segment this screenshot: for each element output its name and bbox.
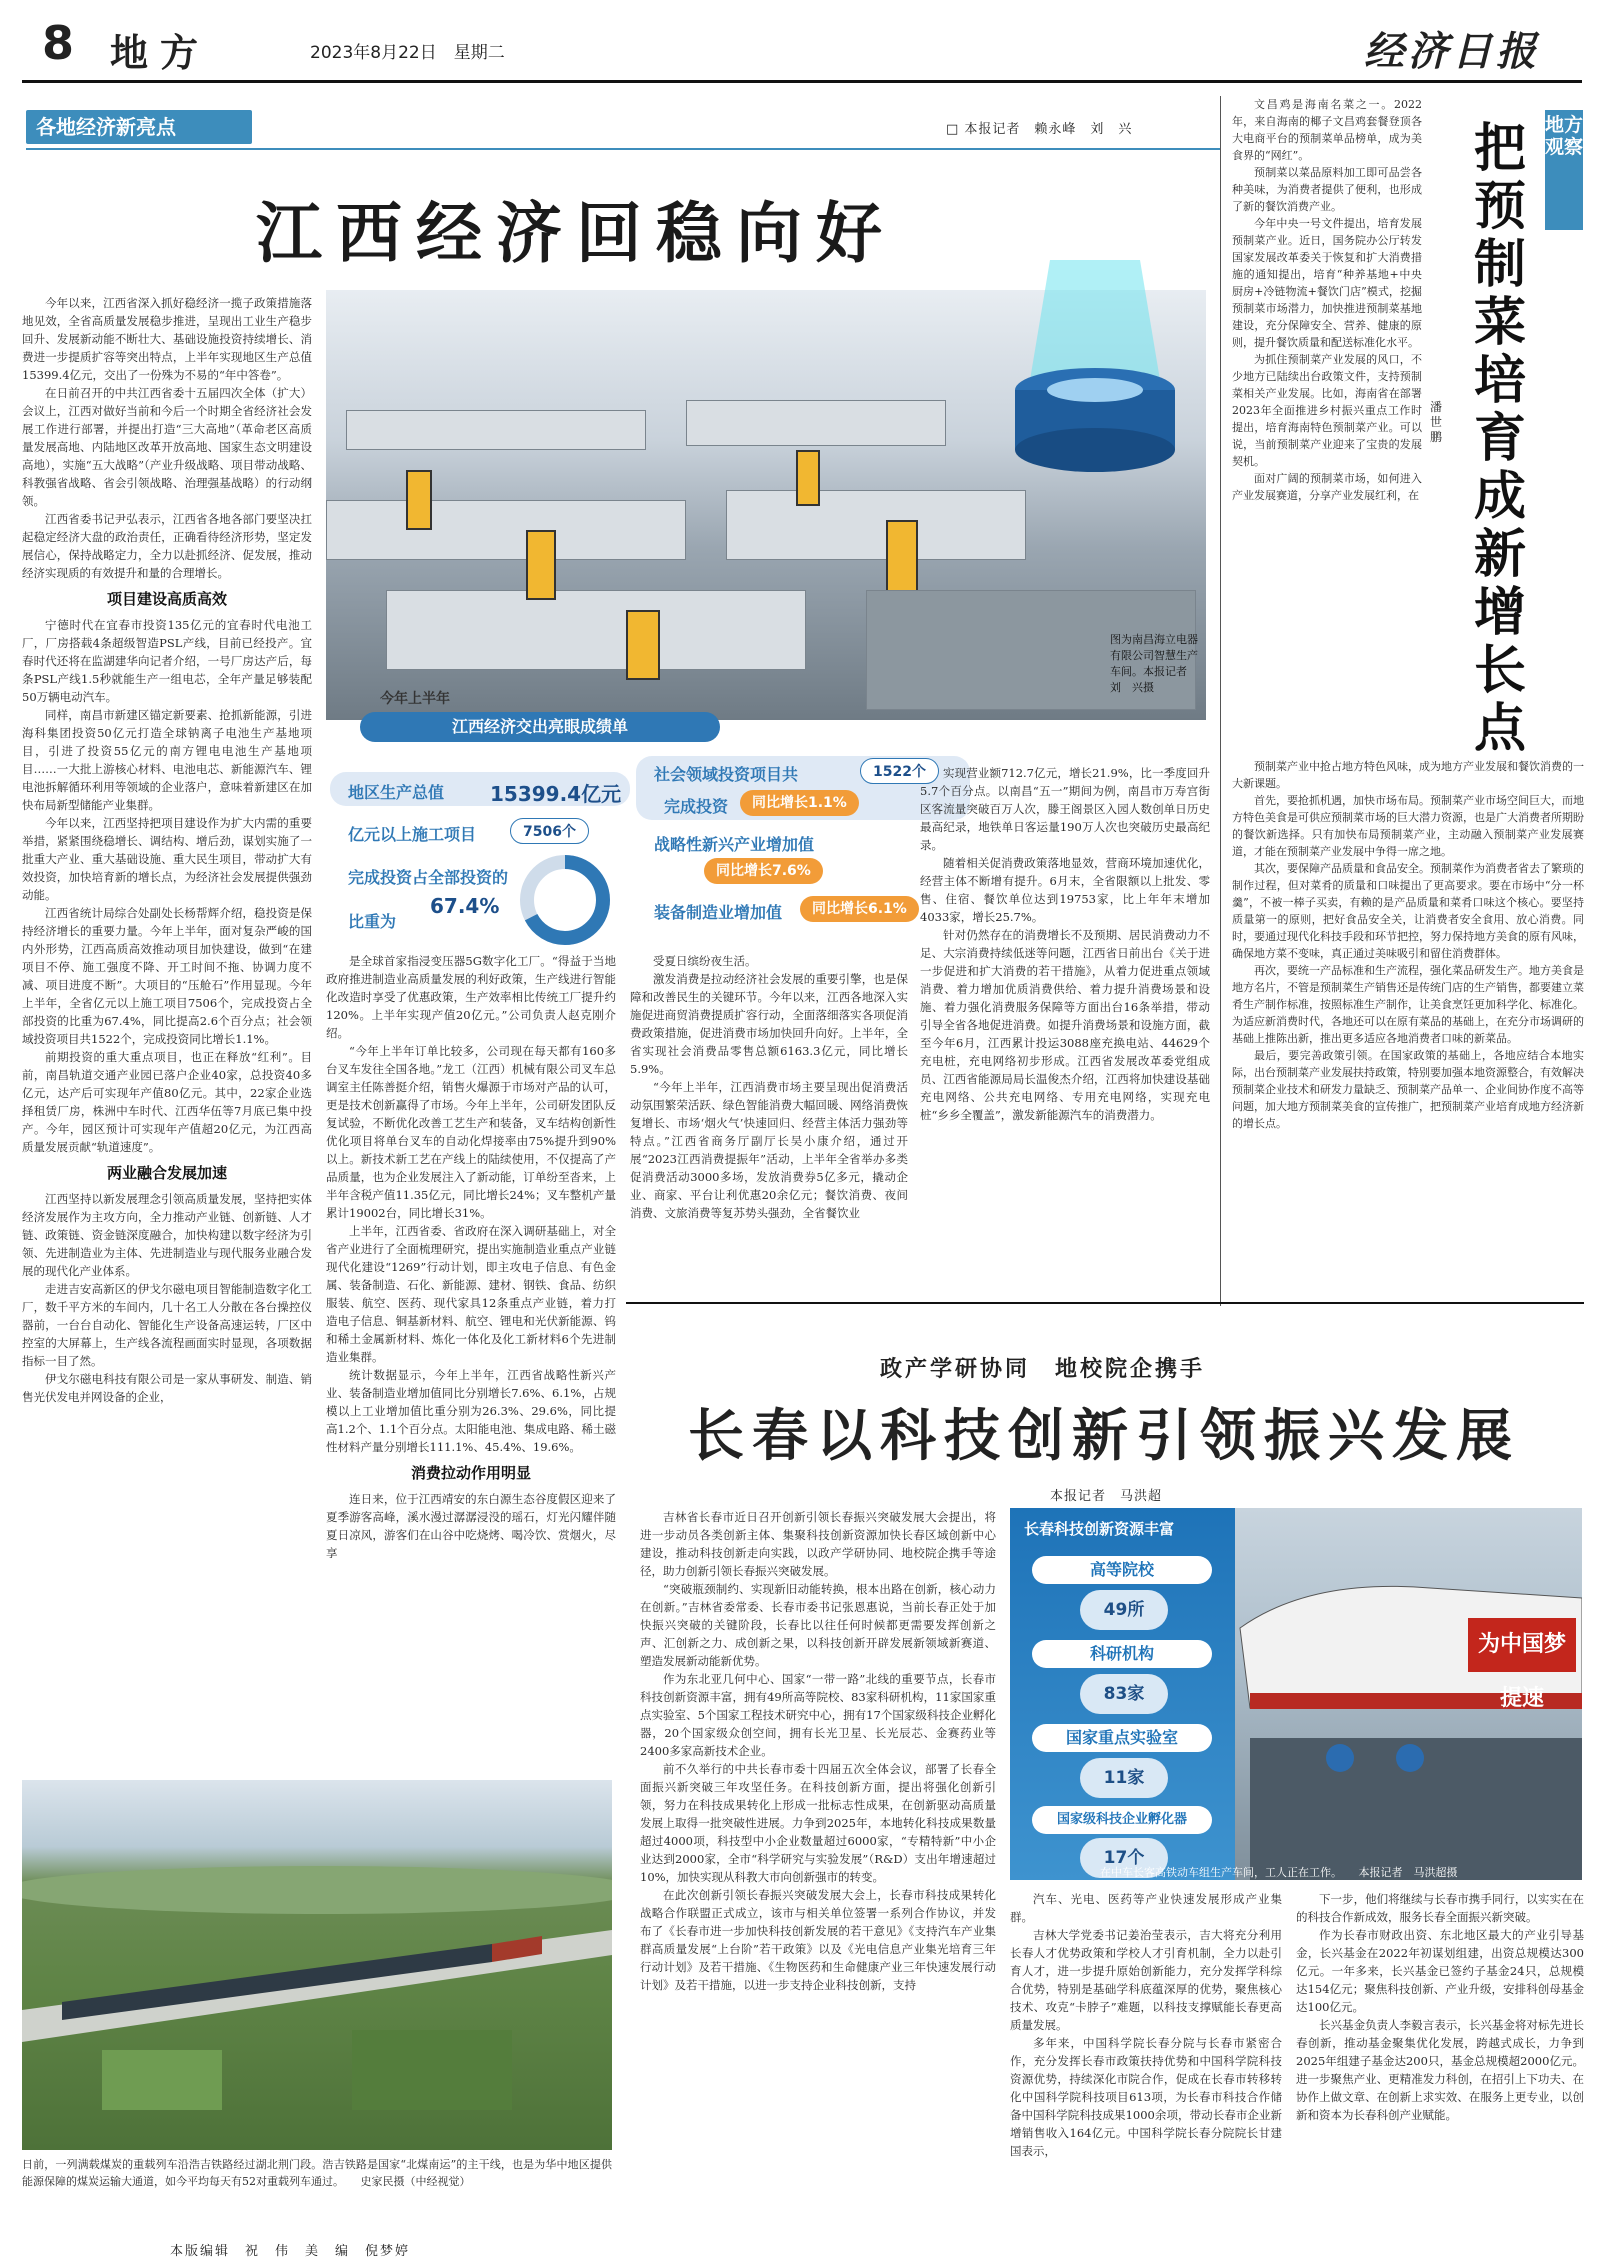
page-number: 8: [42, 16, 75, 70]
info-panel-title: 长春科技创新资源丰富: [1024, 1520, 1175, 1538]
changchun-kicker: 政产学研协同 地校院企携手: [880, 1357, 1206, 1382]
info-incubators-label: 国家级科技企业孵化器: [1032, 1806, 1212, 1834]
sidebar-tag: 地方观察: [1545, 110, 1583, 230]
sidebar-col-2: 预制菜产业中抢占地方特色风味，成为地方产业发展和餐饮消费的一大新课题。 首先，要抢抓机遇，加快市场布局。预制菜产业市场空间巨大，而地方特色美食是可供应预制菜市场的巨大潜力资源，也是广大消费者所期盼的餐饮新选择。只有加快布局预制菜产业，主动融入预制菜产业发展赛道，才能在预制菜产业发展中争得一席之地。 其次，要保障产品质量和食品安全。预制菜作为消费者省去了繁琐的制作过程，但对菜肴的质量和口味提出了更高要求。要在市场中“分一杯羹”，不被一棒子买卖，有赖的是产品质量和菜肴口味这个核心。要坚持质量第一的原则，把好食品安全关，让消费者安全食用、放心消费。同时，要通过现代化科技手段和环节把控，努力保持地方美食的原有风味，确保地方菜不变味，真正通过美味吸引和留住消费群体。 再次，要统一产品标准和生产流程，强化菜品研发生产。地方美食是地方名片，不管是预制菜生产销售还是传统门店的生产销售，都要建立菜肴生产制作标准，按照标准生产制作，让美食烹饪更加科学化、标准化。为适应新消费时代，各地还可以在原有菜品的基础上，在充分市场调研的基础上推陈出新，推出更多适应各地消费者口味的新菜品。 最后，要完善政策引领。在国家政策的基础上，各地应结合本地实际，出台预制菜产业发展扶持政策，特别要加强本地资源整合，有效解决预制菜企业技术和研发力量缺乏、预制菜产品单一、企业间协作度不高等问题，加大地方预制菜美食的宣传推广，把预制菜产业培育成地方经济新的增长点。: [1232, 760, 1584, 1130]
page-footer: 本版编辑 祝 伟 美 编 倪梦婷: [170, 2244, 411, 2259]
lead-col-2: 是全球首家指浸变压器5G数字化工厂。“得益于当地政府推进制造业高质量发展的利好政策，生产线进行智能化改造时享受了优惠政策，生产效率相比传统工厂提升约120%。上半年实现产值20亿元。”公司负责人赵克刚介绍。 “今年上半年订单比较多，公司现在每天都有160多台叉车发往全国各地。”龙工（江西）机械有限公司叉车总调室主任陈善挺介绍，销售火爆源于市场对产品的认可，更是技术创新赢得了市场。今年上半年，公司研发团队反复试验，不断优化改善工艺生产和装备，叉车结构创新性优化项目将单台叉车的自动化焊接率由75%提升到90%以上。新技术新工艺在产线上的陆续使用，不仅提高了产品质量，也为企业发展注入了新动能，订单纷至沓来，上半年含税产值11.35亿元，同比增长24%；叉车整机产量累计19002台，同比增长31%。 上半年，江西省委、省政府在深入调研基础上，对全省产业进行了全面梳理研究，提出实施制造业重点产业链现代化建设“1269”行动计划，即主攻电子信息、有色金属、装备制造、石化、新能源、建材、钢铁、食品、纺织服装、航空、医药、现代家具12条重点产业链，着力打造电子信息、铜基新材料、航空、锂电和光伏新能源、钨和稀土金属新材料、炼化一体化及化工新材料6个先进制造业集群。 统计数据显示，今年上半年，江西省战略性新兴产业、装备制造业增加值同比分别增长7.6%、6.1%，占规模以上工业增加值比重分别为26.3%、29.6%，同比提高1.2个、1.1个百分点。太阳能电池、集成电路、稀土磁性材料产量分别增长111.1%、45.4%、19.6%。 消费拉动作用明显 连日来，位于江西靖安的东白源生态谷度假区迎来了夏季游客高峰，溪水漫过潺潺浸没的瑶石，灯光闪耀伴随夏日凉风，游客们在山谷中吃烧烤、喝冷饮、赏烟火，尽享: [326, 954, 616, 1560]
gdp-label: 地区生产总值: [348, 783, 445, 802]
share-label: 完成投资占全部投资的比重为: [348, 868, 509, 931]
emerging-label: 战略性新兴产业增加值: [654, 835, 815, 854]
social-growth-label: 完成投资: [664, 797, 729, 816]
equip-growth: 同比增长6.1%: [800, 896, 919, 922]
subhead-consumption: 消费拉动作用明显: [410, 1464, 531, 1482]
projects-label: 亿元以上施工项目: [348, 825, 477, 844]
social-growth: 同比增长1.1%: [740, 790, 859, 816]
emerging-growth: 同比增长7.6%: [704, 858, 823, 884]
info-research-label: 科研机构: [1032, 1640, 1212, 1668]
lead-col-1: 今年以来，江西省深入抓好稳经济一揽子政策措施落地见效，全省高质量发展稳步推进，呈现出工业生产稳步回升、发展新动能不断壮大、基础设施投资持续增长、消费进一步提质扩容等突出特点，上半年实现地区生产总值15399.4亿元，交出了一份殊为不易的“年中答卷”。 在日前召开的中共江西省委十五届四次全体（扩大）会议上，江西对做好当前和今后一个时期全省经济社会发展工作进行部署，并提出打造“三大高地”（革命老区高质量发展高地、内陆地区改革开放高地、国家生态文明建设高地），实施“五大战略”（产业升级战略、项目带动战略、科教强省战略、省会引领战略、治理强基战略）的行动纲领。 江西省委书记尹弘表示，江西省各地各部门要坚决扛起稳定经济大盘的政治责任，正确看待经济形势，坚定发展信心，保持战略定力，全力以赴抓经济、促发展，推动经济实现质的有效提升和量的合理增长。 项目建设高质高效 宁德时代在宜春市投资135亿元的宜春时代电池工厂，厂房搭载4条超级智造PSL产线，目前已经投产。宜春时代还将在监湖建华向记者介绍，一号厂房达产后，每条PSL产线1.5秒就能生产一组电芯，全年产量足够装配50万辆电动汽车。 同样，南昌市新建区锚定新要素、抢抓新能源，引进海科集团投资50亿元打造全球钠离子电池生产基地项目，引进了投资55亿元的南方锂电电池生产基地项目……一大批上游核心材料、电池电芯、新能源汽车、锂电池拆解循环利用等领域的企业落户，意味着新建区在加快布局新型储能产业集群。 今年以来，江西坚持把项目建设作为扩大内需的重要举措，紧紧围绕稳增长、调结构、增后劲，谋划实施了一批重大产业、重大基础设施、重大民生项目，带动扩大有效投资，加快培育新的增长点，为经济社会发展提供强劲动能。 江西省统计局综合处副处长杨帮辉介绍，稳投资是保持经济增长的重要力量。今年上半年，面对复杂严峻的国内外形势，江西高质高效推动项目加快建设，做到“在建项目不停、施工强度不降、开工时间不拖、协调力度不减、项目进度不断”。大项目的“压舱石”作用显现。今年上半年，全省亿元以上施工项目7506个，完成投资占全部投资的比重为67.4%，同比提高2.6个百分点；社会领域投资项目共1522个，完成投资同比增长1.1%。 前期投资的重大重点项目，也正在释放“红利”。目前，南昌轨道交通产业园已落户企业40家，总投资40多亿元，达产后可实现年产值80亿元。其中，22家企业选择租赁厂房，株洲中车时代、江西华伍等7月底已集中投产。今年，园区预计可实现年产值超20亿元，为江西高质量发展贡献“轨道速度”。 两业融合发展加速 江西坚持以新发展理念引领高质量发展，坚持把实体经济发展作为主攻方向，全力推动产业链、创新链、人才链、政策链、资金链深度融合，加快构建以数字经济为引领、先进制造业为主体、先进制造业与现代服务业融合发展的现代化产业体系。 走进吉安高新区的伊戈尔磁电项目智能制造数字化工厂，数千平方米的车间内，几十名工人分散在各台操控仪器前，一台台自动化、智能化生产设备高速运转，厂区中控室的大屏幕上，生产线各流程画面实时显现，各项数据指标一目了然。 伊戈尔磁电科技有限公司是一家从事研发、制造、销售光伏发电并网设备的企业，: [22, 296, 312, 1404]
sidebar-divider: [1220, 96, 1221, 1306]
info-labs-label: 国家重点实验室: [1032, 1724, 1212, 1752]
factory-photo-caption: 图为南昌海立电器有限公司智慧生产车间。本报记者 刘 兴摄: [1110, 633, 1198, 694]
lead-col-3: 受夏日缤纷夜生活。 激发消费是拉动经济社会发展的重要引擎，也是保障和改善民生的关键环节。今年以来，江西各地深入实施促进商贸消费提质扩容行动，全面落细落实各项促消费政策措施，促进消费市场加快回升向好。上半年，全省实现社会消费品零售总额6163.3亿元，同比增长5.9%。 “今年上半年，江西消费市场主要呈现出促消费活动氛围繁荣活跃、绿色智能消费大幅回暖、网络消费恢复增长、市场‘烟火气’快速回归、经营主体活力强劲等特点。”江西省商务厅副厅长吴小康介绍，通过开展“2023江西消费提振年”活动，上半年全省举办多类促消费活动3000多场，发放消费券5亿多元，撬动企业、商家、平台让利优惠20余亿元；餐饮消费、夜间消费、文旅消费等复苏势头强劲，全省餐饮业: [630, 954, 908, 1220]
sidebar-headline: 把预制菜培育成新增长点: [1473, 119, 1526, 759]
changchun-top-rule: [626, 1302, 1584, 1304]
info-universities-value: 49所: [1080, 1590, 1168, 1630]
changchun-headline: 长春以科技创新引领振兴发展: [688, 1404, 1520, 1469]
header-rule: [22, 80, 1582, 83]
projects-value: 7506个: [510, 818, 589, 844]
tag-underline: [26, 148, 1220, 150]
info-research-value: 83家: [1080, 1674, 1168, 1714]
newspaper-masthead: 经济日报: [1364, 28, 1540, 75]
stats-year: 今年上半年: [380, 691, 450, 707]
info-labs-value: 11家: [1080, 1758, 1168, 1798]
column-tag: 各地经济新亮点: [26, 110, 252, 144]
changchun-col-1: 吉林省长春市近日召开创新引领长春振兴突破发展大会提出，将进一步动员各类创新主体、集聚科技创新资源加快长春区域创新中心建设，推动科技创新走向实践，以政产学研协同、地校院企携手等途径，助力创新引领长春振兴突破发展。 “突破瓶颈制约、实现新旧动能转换，根本出路在创新，核心动力在创新。”吉林省委常委、长春市委书记张恩惠说，当前长春正处于加快振兴突破的关键阶段，长春比以往任何时候都更需要发挥创新之声、汇创新之力、成创新之果，以科技创新开辟发展新领域新赛道、塑造发展新动能新优势。 作为东北亚几何中心、国家“一带一路”北线的重要节点，长春市科技创新资源丰富，拥有49所高等院校、83家科研机构，11家国家重点实验室、5个国家工程技术研究中心，拥有17个国家级科技企业孵化器，20个国家级众创空间，拥有长光卫星、长光辰芯、金赛药业等2400多家高新技术企业。 前不久举行的中共长春市委十四届五次全体会议，部署了长春全面振兴新突破三年攻坚任务。在科技创新方面，提出将强化创新引领，努力在科技成果转化上形成一批标志性成果，在创新驱动高质量发展上取得一批突破性进展。力争到2025年，本地转化科技成果数量超过4000项，科技型中小企业数量超过6000家，“专精特新”中小企业达到2000家，全市“科学研究与实验发展”（R&D）支出年增速超过10%，加快实现从科教大市向创新强市的转变。 在此次创新引领长春振兴突破发展大会上，长春市科技成果转化战略合作联盟正式成立，该市与相关单位签署一系列合作协议，并发布了《长春市进一步加快科技创新发展的若干意见》《支持汽车产业集群高质量发展“上台阶”若干政策》以及《光电信息产业集光培育三年行动计划》及若干措施、《生物医药和生命健康产业三年快速发展行动计划》及若干措施，以进一步支持企业科技创新，支持: [640, 1510, 996, 1992]
changchun-col-3: 下一步，他们将继续与长春市携手同行，以实实在在的科技合作新成效，服务长春全面振兴新突破。 作为长春市财政出资、东北地区最大的产业引导基金，长兴基金在2022年初谋划组建，出资总规模达300亿元。一年多来，长兴基金已签约子基金24只，总规模达154亿元；聚焦科技创新、产业升级，安排科创母基金达100亿元。 长兴基金负责人李毅言表示，长兴基金将对标先进长春创新，推动基金聚集优化发展，跨越式成长，力争到2025年组建子基金达200只，基金总规模超2000亿元。进一步聚焦产业、更精准发力科创，在招引上下功夫、在协作上做文章、在创新上求实效、在服务上更专业，以创新和资本为长春科创产业赋能。: [1296, 1892, 1584, 2122]
subhead-projects: 项目建设高质高效: [106, 590, 227, 608]
lead-byline: □ 本报记者 赖永峰 刘 兴: [946, 122, 1133, 137]
share-value: 67.4%: [430, 894, 500, 918]
sidebar-col-1: 文昌鸡是海南名菜之一。2022年，来自海南的椰子文昌鸡套餐登顶各大电商平台的预制菜单品榜单，成为美食界的“网红”。 预制菜以菜品原料加工即可品尝各种美味，为消费者提供了便利，也形成了新的餐饮消费产业。 今年中央一号文件提出，培育发展预制菜产业。近日，国务院办公厅转发国家发展改革委关于恢复和扩大消费措施的通知提出，培育“种养基地+中央厨房+冷链物流+餐饮门店”模式，挖掘预制菜市场潜力，加快推进预制菜基地建设，充分保障安全、营养、健康的原则，提升餐饮质量和配送标准化水平。 为抓住预制菜产业发展的风口，不少地方已陆续出台政策文件，支持预制菜相关产业发展。比如，海南省在部署2023年全面推进乡村振兴重点工作时提出，培育海南特色预制菜产业。可以说，当前预制菜产业迎来了宝贵的发展契机。 面对广阔的预制菜市场，如何进入产业发展赛道，分享产业发展红利，在: [1232, 98, 1422, 502]
workshop-photo-caption: 在中车长客高铁动车组生产车间，工人正在工作。 本报记者 马洪超摄: [1100, 1866, 1458, 1879]
changchun-byline: 本报记者 马洪超: [1050, 1489, 1163, 1504]
sidebar-author: 潘世鹏: [1430, 400, 1443, 444]
stats-title: 江西经济交出亮眼成绩单: [360, 712, 720, 742]
lead-headline: 江西经济回稳向好: [256, 195, 896, 272]
share-gauge: [510, 845, 620, 945]
changchun-col-2: 汽车、光电、医药等产业快速发展形成产业集群。 吉林大学党委书记姜治莹表示，吉大将充分利用长春人才优势政策和学校人才引育机制，全力以赴引育人才，进一步提升原始创新能力，充分发挥学科综合优势，特别是基础学科底蕴深厚的优势，聚焦核心技术、攻克“卡脖子”难题，以科技支撑赋能长春更高质量发展。 多年来，中国科学院长春分院与长春市紧密合作，充分发挥长春市政策扶持优势和中国科学院科技资源优势，持续深化市院合作，促成在长春市转移转化中国科学院科技项目613项，为长春市科技合作储备中国科学院科技成果1000余项，带动长春市企业新增销售收入164亿元。中国科学院长春分院院长甘建国表示，: [1010, 1892, 1282, 2158]
subhead-integration: 两业融合发展加速: [106, 1164, 227, 1182]
workshop-banner: 为中国梦提速: [1468, 1618, 1576, 1672]
rail-photo-caption: 日前，一列满载煤炭的重载列车沿浩吉铁路经过湖北荆门段。浩吉铁路是国家“北煤南运”的主干线，也是为华中地区提供能源保障的煤炭运输大通道，如今平均每天有52对重载列车通过。 史家民摄（中经视觉）: [22, 2158, 612, 2188]
rail-photo: [22, 1780, 612, 2150]
cylinder-graphic: [990, 260, 1200, 500]
social-value: 1522个: [860, 758, 939, 784]
lead-col-4: 实现营业额712.7亿元，增长21.9%，比一季度回升5.7个百分点。以南昌“五一”期间为例，南昌市万寿宫街区客流量突破百万人次，滕王阁景区入园人数创单日历史最高纪录，地铁单日客运量190万人次也突破历史最高纪录。 随着相关促消费政策落地显效，营商环境加速优化，经营主体不断增有提升。6月末，全省限额以上批发、零售、住宿、餐饮单位达到19753家，比上年年末增加4033家，增长25.7%。 针对仍然存在的消费增长不及预期、居民消费动力不足、大宗消费持续低迷等问题，江西省日前出台《关于进一步促进和扩大消费的若干措施》，从着力促进重点领域消费、着力增加优质消费供给、着力提升消费场景和设施、着力强化消费服务保障等方面出台16条举措，带动引导全省各地促进消费。如提升消费场景和设施方面，截至今年6月，江西累计投运3088座充换电站、44629个充电桩，充电网络初步形成。江西省发展改革委党组成员、江西省能源局局长温俊杰介绍，江西将加快建设基础充电网络、公共充电网络、专用充电网络，实现充电桩“乡乡全覆盖”，激发新能源汽车的消费潜力。: [920, 766, 1210, 1122]
section-title: 地方: [110, 30, 211, 75]
social-label: 社会领域投资项目共: [654, 765, 799, 784]
info-incubators-value: 17个: [1080, 1838, 1168, 1878]
gdp-value: 15399.4亿元: [490, 782, 622, 806]
equip-label: 装备制造业增加值: [654, 903, 783, 922]
issue-date: 2023年8月22日 星期二: [310, 43, 505, 63]
changchun-info-panel: [1010, 1508, 1235, 1880]
info-universities-label: 高等院校: [1032, 1556, 1212, 1584]
